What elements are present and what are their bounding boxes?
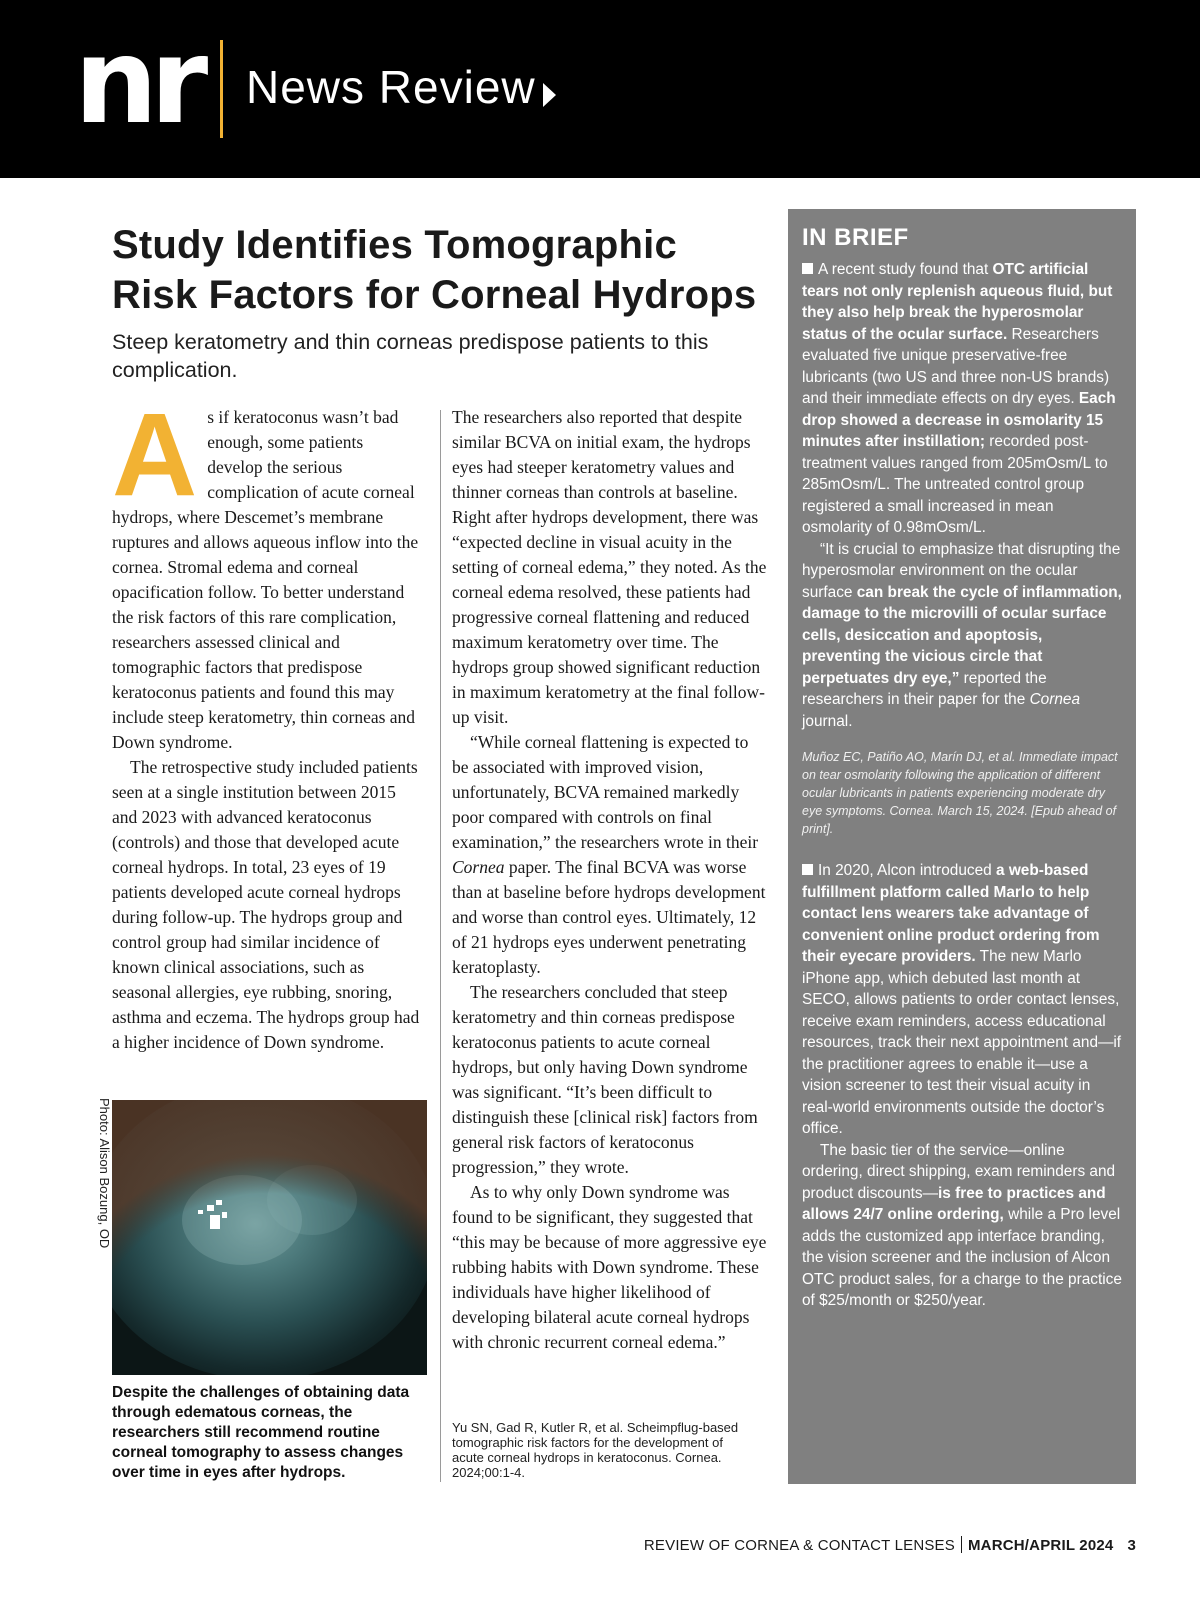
page-number: 3 [1127, 1537, 1136, 1554]
journal-name: Cornea [452, 857, 505, 877]
text-run: reported the researchers in their paper for the [802, 669, 1047, 708]
section-title: News Review [246, 61, 536, 113]
text-run: recorded post-treatment values ranged from 205mOsm/L to 285mOsm/L. The untreated control group registered a small increased in mean osmolarity of 0.98mOsm/L. [802, 433, 1108, 536]
text-run-bold: a web-based fulfillment platform called Marlo to help contact lens wearers take advantage of convenient online product ordering from their eyecare providers. [802, 862, 1100, 965]
article-subtitle: Steep keratometry and thin corneas predispose patients to this complication. [112, 330, 709, 382]
drop-cap: A [112, 389, 198, 521]
photo-caption: Despite the challenges of obtaining data through edematous corneas, the researchers still recommend routine corneal tomography to assess changes over time in eyes after hydrops. [112, 1384, 410, 1481]
text-run-bold: is free to practices and allows 24/7 online ordering, [802, 1184, 1106, 1223]
article-title: Study Identifies Tomographic Risk Factors for Corneal Hydrops [112, 223, 757, 317]
bullet-square-icon [802, 864, 813, 875]
photo-credit-text: Photo: Alison Bozung, OD [97, 1098, 112, 1249]
brief-item-1 [802, 259, 1122, 539]
text-run: Researchers evaluated five unique preservative-free lubricants (two US and three non-US brands) and their immediate effects on dry eyes. [802, 325, 1110, 407]
article-reference: Yu SN, Gad R, Kutler R, et al. Scheimpflug-based tomographic risk factors for the development of acute corneal hydrops in keratoconus. Cornea. 2024;00:1-4. [452, 1420, 739, 1480]
cornea-photo [112, 1100, 427, 1375]
text-run-bold: can break the cycle of inflammation, damage to the microvilli of ocular surface cells, desiccation and apoptosis, preventing the vicious circle that perpetuates dry eye,” [802, 583, 1122, 687]
nr-logo: nr [74, 12, 201, 150]
text-run: The new Marlo iPhone app, which debuted last month at SECO, allows patients to order contact lenses, receive exam reminders, access educational resources, track their next appointment and—if the practitioner agrees to enable it—use a vision screener to test their visual acuity in real-world environments outside the doctor’s office. [802, 948, 1122, 1137]
brief-item-2-pricing [802, 1140, 1122, 1312]
paragraph: The retrospective study included patients seen at a single institution between 2015 and 2023 with advanced keratoconus (controls) and those that developed acute corneal hydrops. In total, 23 eyes of 19 patients developed acute corneal hydrops during follow-up. The hydrops group and control group had similar incidence of known clinical associations, such as seasonal allergies, eye rubbing, snoring, asthma and eczema. The hydrops group had a higher incidence of Down syndrome. [112, 757, 420, 1052]
text-run-bold: OTC artificial tears not only replenish aqueous fluid, but they also help break the hyperosmolar status of the ocular surface. [802, 261, 1113, 343]
text-run: The basic tier of the service—online ordering, direct shipping, exam reminders and product discounts— [802, 1141, 1116, 1202]
text-run-bold: Each drop showed a decrease in osmolarity 15 minutes after instillation; [802, 390, 1116, 450]
paragraph: The researchers also reported that despite similar BCVA on initial exam, the hydrops eyes had steeper keratometry values and thinner corneas than controls at baseline. Right after hydrops development, there was “expected decline in visual acuity in the setting of corneal edema,” they noted. As the corneal edema resolved, these patients had progressive corneal flattening and reduced maximum keratometry over time. The hydrops group showed significant reduction in maximum keratometry at the final follow-up visit. [452, 407, 767, 727]
brief-item-2 [802, 860, 1122, 1140]
bullet-square-icon [802, 263, 813, 274]
play-arrow-icon [543, 83, 556, 107]
publication-name: REVIEW OF CORNEA & CONTACT LENSES [643, 1537, 955, 1554]
journal-name: Cornea [1029, 691, 1081, 708]
in-brief-title: IN BRIEF [802, 224, 909, 251]
masthead [0, 0, 1200, 178]
article-column-1 [112, 389, 422, 1055]
footer-divider [961, 1536, 962, 1553]
column-divider [440, 410, 441, 1482]
lead-paragraph-text: s if keratoconus wasn’t bad enough, some patients develop the serious complication of acute corneal hydrops, where Descemet’s membrane ruptures and allows aqueous inflow into the cornea. Stromal edema and corneal opacification follow. To better understand the risk factors of this rare complication, researchers assessed clinical and tomographic factors that predispose keratoconus patients and found this may include steep keratometry, thin corneas and Down syndrome. [112, 407, 419, 752]
brief-item-1-reference: Muñoz EC, Patiño AO, Marín DJ, et al. Immediate impact on tear osmolarity following the application of different ocular lubricants in patients experiencing moderate dry eye symptoms. Cornea. March 15, 2024. [Epub ahead of print]. [802, 750, 1118, 836]
page-footer [644, 1536, 1136, 1554]
text-run: “While corneal flattening is expected to be associated with improved vision, unfortunately, BCVA remained markedly poor compared with controls on final examination,” the researchers wrote in their [452, 732, 759, 852]
text-run: journal. [802, 712, 853, 730]
eye-image [112, 1100, 427, 1375]
text-run: “It is crucial to emphasize that disrupting the hyperosmolar environment on the ocular surface [802, 540, 1121, 601]
text-run: while a Pro level adds the customized app interface branding, the vision screener and the inclusion of Alcon OTC product sales, for a charge to the practice of $25/month or $250/year. [802, 1206, 1122, 1309]
article-column-2 [452, 405, 768, 1355]
text-run: In 2020, Alcon introduced [818, 862, 996, 879]
paragraph: The researchers concluded that steep keratometry and thin corneas predispose keratoconus patients to acute corneal hydrops, but only having Down syndrome was significant. “It’s been difficult to distinguish these [clinical risk] factors from general risk factors of keratoconus progression,” they wrote. [452, 982, 758, 1177]
lead-paragraph [112, 389, 422, 755]
logo-divider [220, 40, 223, 138]
paragraph: As to why only Down syndrome was found to be significant, they suggested that “this may be because of more aggressive eye rubbing habits with Down syndrome. These individuals have higher likelihood of developing bilateral acute corneal hydrops with chronic recurrent corneal edema.” [452, 1182, 767, 1352]
paragraph [452, 730, 768, 980]
brief-item-1-quote [802, 539, 1122, 733]
text-run: paper. The final BCVA was worse than at baseline before hydrops development and worse than control eyes. Ultimately, 12 of 21 hydrops eyes underwent penetrating keratoplasty. [452, 857, 766, 977]
issue-date: MARCH/APRIL 2024 [967, 1537, 1114, 1554]
text-run: A recent study found that [818, 261, 993, 278]
in-brief-sidebar [788, 209, 1136, 1484]
